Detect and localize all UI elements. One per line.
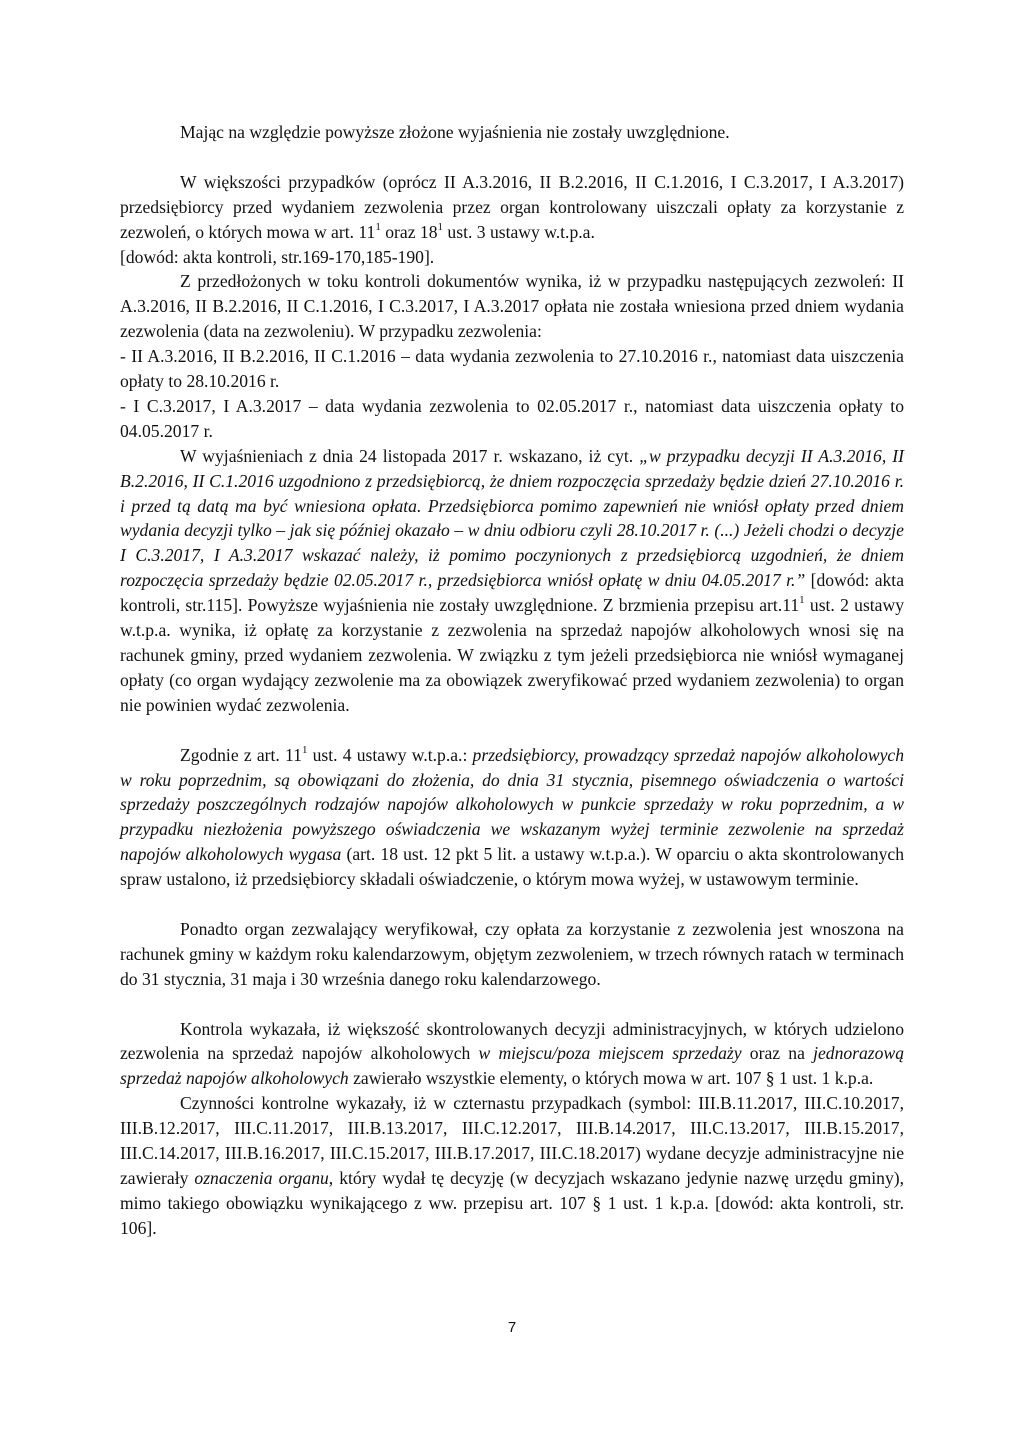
italic-phrase: jednorazową sprzedaż napojów alkoholowych xyxy=(120,1043,904,1089)
paragraph-missing-authority xyxy=(120,1091,904,1240)
text-run: Kontrola wykazała, iż większość skontrolowanych decyzji administracyjnych, w których udzielono zezwolenia na sprzedaż napojów alkoholowych xyxy=(120,1018,904,1064)
text-run: oraz 18 xyxy=(380,221,438,242)
list-item-case-2017: - I C.3.2017, I A.3.2017 – data wydania zezwolenia to 02.05.2017 r., natomiast data uiszczenia opłaty to 04.05.2017 r. xyxy=(120,395,904,441)
superscript: 1 xyxy=(437,220,444,233)
text-run: ust. 2 ustawy w.t.p.a. wynika, iż opłatę za korzystanie z zezwolenia na sprzedaż napojów alkoholowych wnosi się na rachunek gminy, przed wydaniem zezwolenia. W związku z tym jeżeli przedsiębiorca nie wniósł wymaganej opłaty (co organ wydający zezwolenie ma za obowiązek zweryfikować przed wydaniem zezwolenia) to organ nie powinien wydać zezwolenia. xyxy=(120,595,904,715)
italic-phrase: w miejscu/poza miejscem sprzedaży xyxy=(478,1043,742,1064)
paragraph-fees-paid xyxy=(120,170,904,245)
superscript: 1 xyxy=(301,743,308,756)
paragraph-statement-obligation xyxy=(120,743,904,892)
text-run: , który wydał tę decyzję (w decyzjach wskazano jedynie nazwę urzędu gminy), mimo takiego obowiązku wynikającego z ww. przepisu art. 107 § 1 ust. 1 k.p.a. [dowód: akta kontroli, str. 106]. xyxy=(120,1168,905,1238)
paragraph-explanations-quote xyxy=(120,444,904,718)
text-run: ust. 3 ustawy w.t.p.a. xyxy=(443,221,595,242)
text-run: Zgodnie z art. 11 xyxy=(180,744,302,765)
quoted-explanation: „w przypadku decyzji II A.3.2016, II B.2.2016, II C.1.2016 uzgodniono z przedsiębiorcą, że dniem rozpoczęcia sprzedaży będzie dzień 27.10.2016 r. i przed tą datą ma być wniesiona opłata. Przedsiębiorca pomimo zapewnień nie wniósł opłaty przed dniem wydania decyzji tylko – jak się później okazało – w dniu odbioru czyli 28.10.2017 r. (...) Jeżeli chodzi o decyzje I C.3.2017, I A.3.2017 wskazać należy, iż pomimo poczynionych z przedsiębiorcą uzgodnień, że dniem rozpoczęcia sprzedaży będzie 02.05.2017 r., przedsiębiorca wniósł opłatę w dniu 04.05.2017 r.” xyxy=(120,445,904,591)
paragraph-decision-elements xyxy=(120,1017,904,1092)
text-run: [dowód: akta kontroli, str.115]. Powyższe wyjaśnienia nie zostały uwzględnione. Z brzmienia przepisu art.11 xyxy=(120,570,904,616)
text-run: zawierało wszystkie elementy, o których mowa w art. 107 § 1 ust. 1 k.p.a. xyxy=(348,1068,874,1089)
text-run: oraz na xyxy=(741,1043,814,1064)
superscript: 1 xyxy=(799,594,805,607)
evidence-reference: [dowód: akta kontroli, str.169-170,185-190]. xyxy=(120,246,435,267)
paragraph-fees-not-paid: Z przedłożonych w toku kontroli dokumentów wynika, iż w przypadku następujących zezwoleń: II A.3.2016, II B.2.2016, II C.1.2016, I C.3.2017, I A.3.2017 opłata nie została wniesiona przed dniem wydania zezwolenia (data na zezwoleniu). W przypadku zezwolenia: xyxy=(120,271,904,342)
paragraph-explanations-not-accepted: Mając na względzie powyższe złożone wyjaśnienia nie zostały uwzględnione. xyxy=(180,122,730,142)
italic-phrase: oznaczenia organu xyxy=(194,1168,329,1188)
text-run: W większości przypadków (oprócz II A.3.2016, II B.2.2016, II C.1.2016, I C.3.2017, I A.3.2017) przedsiębiorcy przed wydaniem zezwolenia przez organ kontrolowany uiszczali opłaty za korzystanie z zezwoleń, o których mowa w art. 11 xyxy=(120,171,904,242)
text-run: (art. 18 ust. 12 pkt 5 lit. a ustawy w.t.p.a.). W oparciu o akta skontrolowanych spraw ustalono, iż przedsiębiorcy składali oświadczenie, o którym mowa wyżej, w ustawowym terminie. xyxy=(120,844,904,890)
paragraph-installments: Ponadto organ zezwalający weryfikował, czy opłata za korzystanie z zezwolenia jest wnoszona na rachunek gminy w każdym roku kalendarzowym, objętym zezwoleniem, w trzech równych ratach w terminach do 31 stycznia, 31 maja i 30 września danego roku kalendarzowego. xyxy=(120,918,904,989)
superscript: 1 xyxy=(375,220,381,233)
text-run: W wyjaśnieniach z dnia 24 listopada 2017 r. wskazano, iż cyt. xyxy=(180,445,640,466)
document-page xyxy=(120,120,904,1241)
quoted-law: przedsiębiorcy, prowadzący sprzedaż napojów alkoholowych w roku poprzednim, są obowiązani do złożenia, do dnia 31 stycznia, pisemnego oświadczenia o wartości sprzedaży poszczególnych rodzajów napojów alkoholowych w punkcie sprzedaży w roku poprzednim, a w przypadku niezłożenia powyższego oświadczenia we wskazanym wyżej terminie zezwolenie na sprzedaż napojów alkoholowych wygasa xyxy=(120,744,904,865)
text-run: ust. 4 ustawy w.t.p.a.: xyxy=(307,744,473,765)
page-number: 7 xyxy=(507,1319,517,1336)
text-run: Czynności kontrolne wykazały, iż w czternastu przypadkach (symbol: III.B.11.2017, III.C.10.2017, III.B.12.2017, III.C.11.2017, III.B.13.2017, III.C.12.2017, III.B.14.2017, III.C.13.2017, III.B.15.2017, III.C.14.2017, III.B.16.2017, III.C.15.2017, III.B.17.2017, III.C.18.2017) wydane decyzje administracyjne nie zawierały xyxy=(120,1093,904,1188)
list-item-case-2016: - II A.3.2016, II B.2.2016, II C.1.2016 – data wydania zezwolenia to 27.10.2016 r., natomiast data uiszczenia opłaty to 28.10.2016 r. xyxy=(120,346,904,392)
